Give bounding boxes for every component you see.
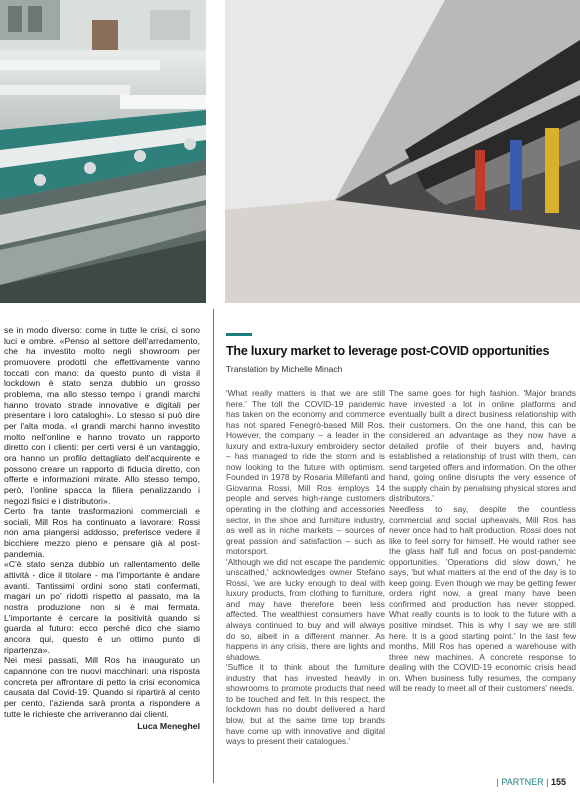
workshop-illustration: [0, 0, 206, 303]
embroidery-machines-photo: [225, 0, 580, 303]
italian-paragraph: Nei mesi passati, Mill Ros ha inaugurato un capannone con tre nuovi macchinari: una risposta concreta per affrontare di petto la crisi economica causata dal Covid-19. Quando si ripartirà al cento per cento, l'azienda sarà pronta a rispondere a tutte le richieste che arriveranno dai clienti.: [4, 655, 200, 719]
english-paragraph: 'Although we did not escape the pandemic unscathed,' acknowledges owner Stefano Rossi, 'we are lucky enough to deal with luxury products, from clothing to furniture, and may have therefore been less affected. The wealthiest consumers have always continued to buy and will always do so, albeit in a different manner. As happens in any crisis, there are lights and shadows.: [226, 556, 385, 662]
english-paragraph: 'Suffice it to think about the furniture industry that has invested heavily in showrooms to promote products that need to be touched and felt. In this respect, the lockdown has no doubt delivered a hard blow, but at the same time top brands have come up with innovative and digital ways to present their catalogues.': [226, 662, 385, 747]
english-paragraph: Needless to say, despite the countless commercial and social upheavals, Mill Ros has never once had to halt production. Rossi does not like to feel sorry for himself. He would rather see the glass half full and focus on post-pandemic opportunities. 'Operations did slow down,' he says, 'but what matters at the end of the day is to keep going. Even though we may be getting fewer orders right now, a great many have been confirmed and production has never stopped. What really counts is to look to the future with a positive mindset. This is why I say we are still here. It is a good starting point.' In the last few months, Mill Ros has opened a warehouse with three new machines. A concrete response to dealing with the COVID-19 economic crisis head on. When business fully resumes, the company will be ready to meet all of their customers' needs.: [389, 504, 576, 694]
machines-illustration: [225, 0, 580, 303]
footer-separator: |: [496, 777, 499, 787]
page-footer: [497, 777, 566, 787]
translation-credit: Translation by Michelle Minach: [226, 364, 343, 374]
footer-section: PARTNER: [501, 777, 544, 787]
english-paragraph: The same goes for high fashion. 'Major brands have invested a lot in online platforms and eventually built a direct business relationship with their customers. On the one hand, this can be considered an advantage as they now have a detailed profile of their buyers and, having established a relationship of trust with them, can send targeted offers and information. On the other hand, going online disrupts the very essence of the supply chain by penalising physical stores and distributors.': [389, 388, 576, 504]
english-column-2: [389, 388, 576, 694]
italian-paragraph: Certo fra tante trasformazioni commerciali e sociali, Mill Ros ha continuato a lavorare: Rossi non ama piangersi addosso, preferisce vedere il bicchiere mezzo pieno e pensare già al post-pandemia.: [4, 506, 200, 559]
english-column-1: [226, 388, 385, 747]
footer-separator: |: [546, 777, 549, 787]
column-divider: [213, 309, 214, 783]
author-name: Luca Meneghel: [137, 721, 200, 732]
italian-paragraph: se in modo diverso: come in tutte le crisi, ci sono luci e ombre. «Penso al settore dell'arredamento, che ha investito molto negli showroom per promuovere prodotti che effettivamente vanno toccati con mano: da questo punto di vista il lockdown è stato senza dubbio un grosso problema, ma allo stesso tempo i grandi marchi hanno trovato strade innovative e digitali per presentare i loro cataloghi». Lo stesso si può dire per l'alta moda. «I grandi marchi hanno investito molto nell'online e hanno trovato un rapporto diretto con i clienti: per certi versi è un vantaggio, ora hanno un profilo dettagliato dell'acquirente e possono creare un rapporto di fiducia diretto, con offerte e informazioni mirate. Allo stesso tempo, però, l'online spacca la filiera penalizzando i negozi fisici e i distributori».: [4, 325, 200, 506]
workshop-photo: [0, 0, 206, 303]
english-paragraph: 'What really matters is that we are still here.' The toll the COVID-19 pandemic has taken on the economy and commerce has not spared Fenegrò-based Mill Ros. However, the company – a leader in the luxury and extra-luxury embroidery sector – has managed to ride the storm and is now looking to the future with optimism. Founded in 1978 by Rosaria Millefanti and Giovanna Rossi, Mill Ros employs 14 people and serves high-range customers operating in the clothing and accessories sector, in the shoe and furniture industry, as well as in niche markets – sources of great passion and satisfaction – such as motorsport.: [226, 388, 385, 557]
article-title: The luxury market to leverage post-COVID opportunities: [226, 344, 550, 358]
title-accent-bar: [226, 333, 252, 336]
italian-article-column: [4, 325, 200, 732]
italian-paragraph: «C'è stato senza dubbio un rallentamento delle attività - dice il titolare - ma l'importante è andare avanti. Tantissimi ordini sono stati confermati, magari un po' ridotti rispetto al passato, ma la nostra produzione non si è mai fermata. L'importante è cercare la positività quando si guarda al futuro: ecco perché dico che siamo ancora qui, questo è un ottimo punto di ripartenza».: [4, 559, 200, 655]
page-number: 155: [550, 777, 566, 787]
